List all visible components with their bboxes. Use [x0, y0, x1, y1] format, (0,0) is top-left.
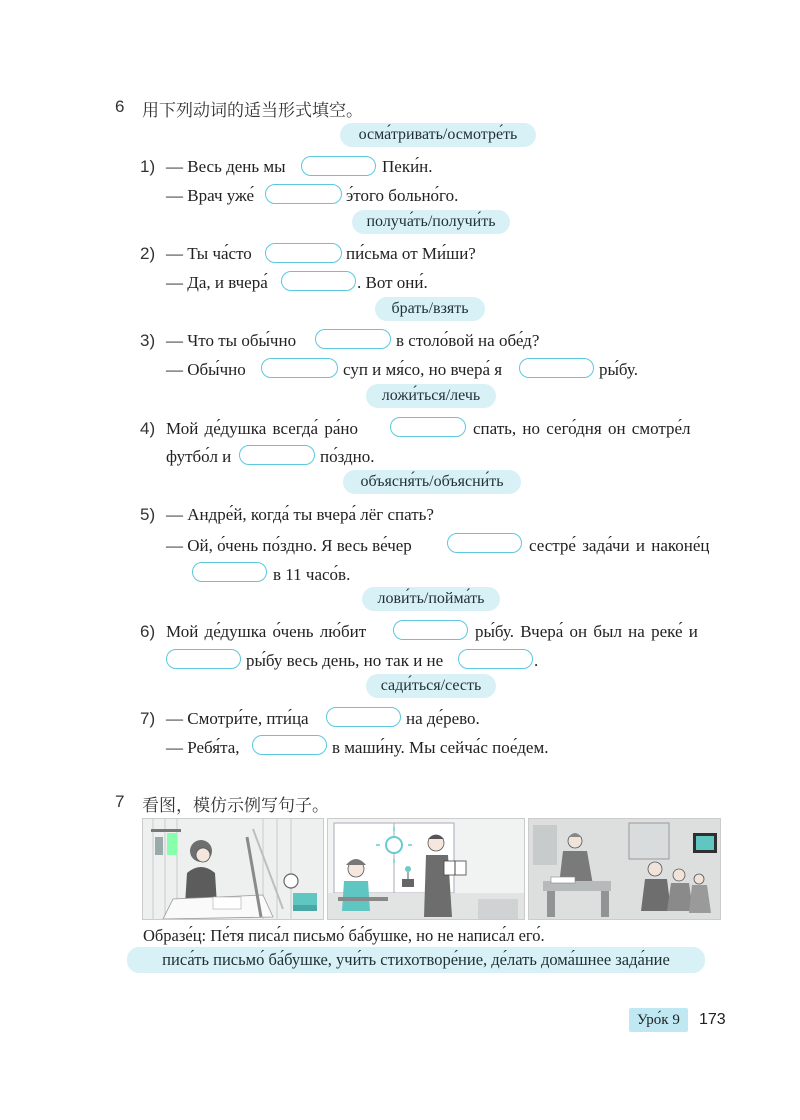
- sentence-text: ры́бу. Вчера́ он был на реке́ и: [475, 622, 698, 641]
- sentence-text: пи́сьма от Ми́ши?: [346, 244, 476, 263]
- sentence-text: футбо́л и: [166, 447, 232, 466]
- sentence-text: Пеки́н.: [382, 157, 433, 176]
- sentence-text: спать, но сего́дня он смотре́л: [473, 419, 691, 438]
- sentence-text: — Обы́чно: [166, 360, 246, 379]
- item-number: 3): [140, 331, 156, 350]
- phrase-list-pill: писа́ть письмо́ ба́бушке, учи́ть стихотворе́ние, де́лать дома́шнее зада́ние: [127, 947, 705, 973]
- item-number: 1): [140, 157, 156, 176]
- sentence-text: . Вот они́.: [357, 273, 428, 292]
- sentence-text: — Андре́й, когда́ ты вчера́ лёг спать?: [166, 505, 434, 524]
- exercise-6-number: 6: [115, 97, 125, 116]
- item-number: 5): [140, 505, 156, 524]
- answer-blank[interactable]: [447, 533, 522, 553]
- lesson-badge: Уро́к 9: [629, 1008, 688, 1032]
- answer-blank[interactable]: [265, 243, 342, 263]
- exercise-7-number: 7: [115, 792, 125, 811]
- answer-blank[interactable]: [252, 735, 327, 755]
- sentence-text: — Врач уже́: [166, 186, 255, 205]
- answer-blank[interactable]: [519, 358, 594, 378]
- sentence-text: Мой де́душка о́чень лю́бит: [166, 622, 367, 641]
- answer-blank[interactable]: [192, 562, 267, 582]
- sentence-text: — Ты ча́сто: [166, 244, 252, 263]
- item-number: 6): [140, 622, 156, 641]
- answer-blank[interactable]: [265, 184, 342, 204]
- item-number: 7): [140, 709, 156, 728]
- exercise-7-instruction: 看图，模仿示例写句子。: [142, 796, 329, 816]
- sentence-text: по́здно.: [320, 447, 375, 466]
- verb-pair-pill: осма́тривать/осмотре́ть: [340, 123, 536, 147]
- sentence-text: Мой де́душка всегда́ ра́но: [166, 419, 358, 438]
- sentence-text: сестре́ зада́чи и наконе́ц: [529, 536, 710, 555]
- answer-blank[interactable]: [390, 417, 466, 437]
- sentence-text: суп и мя́со, но вчера́ я: [343, 360, 503, 379]
- sentence-text: — Весь день мы: [166, 157, 286, 176]
- answer-blank[interactable]: [393, 620, 468, 640]
- page-number: 173: [699, 1011, 726, 1028]
- sentence-text: — Да, и вчера́: [166, 273, 268, 292]
- answer-blank[interactable]: [166, 649, 241, 669]
- item-number: 4): [140, 419, 156, 438]
- sentence-text: — Ребя́та,: [166, 738, 240, 757]
- answer-blank[interactable]: [301, 156, 376, 176]
- sentence-text: — Что ты обы́чно: [166, 331, 297, 350]
- answer-blank[interactable]: [261, 358, 338, 378]
- sentence-text: э́того больно́го.: [346, 186, 459, 205]
- example-sentence: Образе́ц: Пе́тя писа́л письмо́ ба́бушке, но не написа́л его́.: [143, 926, 545, 945]
- verb-pair-pill: брать/взять: [375, 297, 485, 321]
- sentence-text: .: [534, 651, 539, 670]
- exercise-6-instruction: 用下列动词的适当形式填空。: [142, 101, 363, 121]
- answer-blank[interactable]: [281, 271, 356, 291]
- sentence-text: в 11 часо́в.: [273, 565, 351, 584]
- sentence-text: в маши́ну. Мы сейча́с пое́дем.: [332, 738, 549, 757]
- girl-studying-poem-illustration: [327, 818, 525, 920]
- sentence-text: — Смотри́те, пти́ца: [166, 709, 309, 728]
- verb-pair-pill: ложи́ться/лечь: [366, 384, 496, 408]
- sentence-text: на де́рево.: [406, 709, 480, 728]
- family-watching-tv-illustration: [528, 818, 721, 920]
- answer-blank[interactable]: [326, 707, 401, 727]
- answer-blank[interactable]: [315, 329, 391, 349]
- sentence-text: ры́бу.: [599, 360, 638, 379]
- sentence-text: ры́бу весь день, но так и не: [246, 651, 444, 670]
- item-number: 2): [140, 244, 156, 263]
- sentence-text: — Ой, о́чень по́здно. Я весь ве́чер: [166, 536, 412, 555]
- girl-writing-letter-illustration: [142, 818, 324, 920]
- verb-pair-pill: объясня́ть/объясни́ть: [343, 470, 521, 494]
- sentence-text: в столо́вой на обе́д?: [396, 331, 540, 350]
- answer-blank[interactable]: [239, 445, 315, 465]
- verb-pair-pill: получа́ть/получи́ть: [352, 210, 510, 234]
- answer-blank[interactable]: [458, 649, 533, 669]
- verb-pair-pill: лови́ть/пойма́ть: [362, 587, 500, 611]
- verb-pair-pill: сади́ться/сесть: [366, 674, 496, 698]
